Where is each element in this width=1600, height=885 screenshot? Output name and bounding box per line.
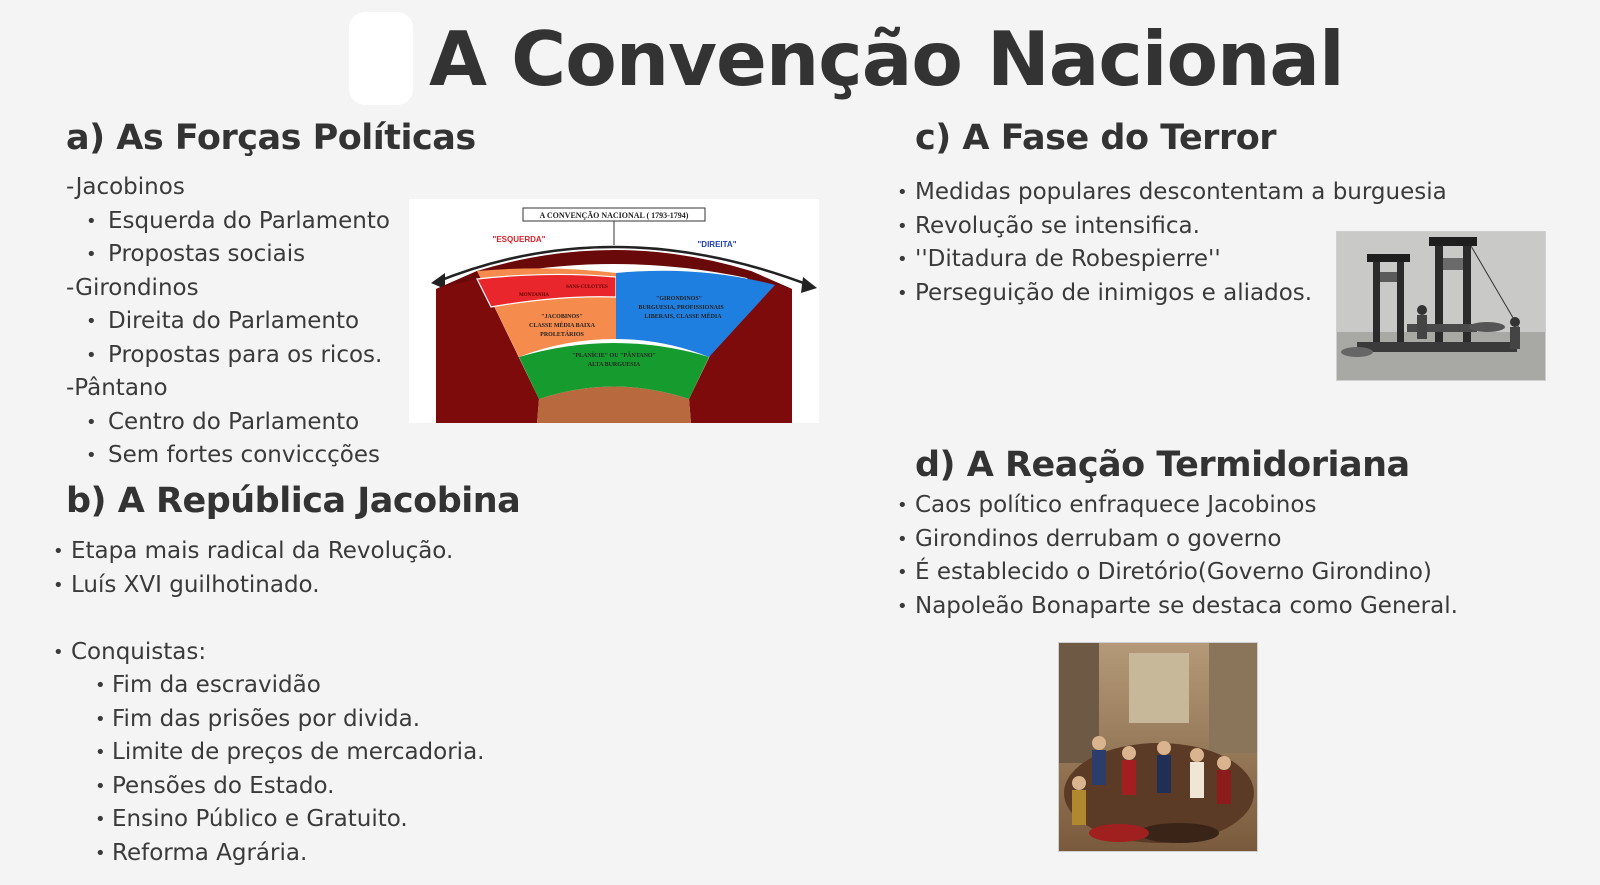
list-item: • Fim da escravidão [95,669,484,703]
list-item: • Luís XVI guilhotinado. [53,569,484,603]
blank-shape [349,12,413,105]
section-d-heading: d) A Reação Termidoriana [915,445,1410,485]
section-a-heading: a) As Forças Políticas [66,118,476,158]
list-item: • Conquistas: [53,636,484,670]
section-d-list [897,489,1458,623]
diagram-montanha: MONTANHA [519,293,549,298]
list-item: • Sem fortes conviccções [86,439,390,473]
thermidor-painting-icon [1058,642,1258,852]
list-item: -Jacobinos [66,174,185,200]
page-title: A Convenção Nacional [429,15,1344,103]
list-item: • Medidas populares descontentam a burguesia [897,176,1447,210]
diagram-girondinos-3: LIBERAIS, CLASSE MÉDIA [644,314,722,320]
list-item: • Direita do Parlamento [86,305,390,339]
list-item: • Revolução se intensifica. [897,210,1447,244]
convention-diagram [409,199,819,423]
list-item: • Ensino Público e Gratuito. [95,803,484,837]
guillotine-icon [1336,231,1546,381]
list-item: • Propostas para os ricos. [86,339,390,373]
list-item: • Reforma Agrária. [95,837,484,871]
list-item: • Pensões do Estado. [95,770,484,804]
list-item: • Esquerda do Parlamento [86,205,390,239]
list-item: • Etapa mais radical da Revolução. [53,535,484,569]
diagram-right-label: "DIREITA" [697,240,737,249]
diagram-planicie-1: "PLANÍCIE" OU "PÂNTANO" [572,353,656,359]
diagram-planicie-2: ALTA BURGUESIA [587,362,641,368]
diagram-jacobinos-1: "JACOBINOS" [541,314,583,320]
list-item: -Pântano [66,375,168,401]
list-spacer [53,602,484,636]
convention-diagram-svg [409,199,819,423]
list-item: • É establecido o Diretório(Governo Girondino) [897,556,1458,590]
list-item: • Propostas sociais [86,238,390,272]
diagram-arrow-right [801,277,817,293]
section-b-list [53,535,484,870]
list-item: • Fim das prisões por divida. [95,703,484,737]
diagram-girondinos-2: BURGUESIA, PROFISSIONAIS [638,305,724,311]
diagram-jacobinos-3: PROLETÁRIOS [540,332,584,338]
diagram-title: A CONVENÇÃO NACIONAL ( 1793-1794) [539,211,689,220]
list-item: • Caos político enfraquece Jacobinos [897,489,1458,523]
diagram-left-label: "ESQUERDA" [492,235,546,244]
section-a-list [66,171,390,473]
list-item: • Perseguição de inimigos e aliados. [897,277,1447,311]
section-b-heading: b) A República Jacobina [66,481,521,521]
list-item: • Girondinos derrubam o governo [897,523,1458,557]
list-item: -Girondinos [66,274,199,301]
list-item: • Centro do Parlamento [86,406,390,440]
section-c-heading: c) A Fase do Terror [915,118,1277,158]
list-item: • ''Ditadura de Robespierre'' [897,243,1447,277]
list-item: • Napoleão Bonaparte se destaca como General. [897,590,1458,624]
diagram-jacobinos-2: CLASSE MÉDIA BAIXA [528,323,596,329]
list-item: • Limite de preços de mercadoria. [95,736,484,770]
diagram-girondinos-1: "GIRONDINOS" [655,296,703,302]
diagram-sans-culottes: SANS-CULOTTES [566,285,608,290]
